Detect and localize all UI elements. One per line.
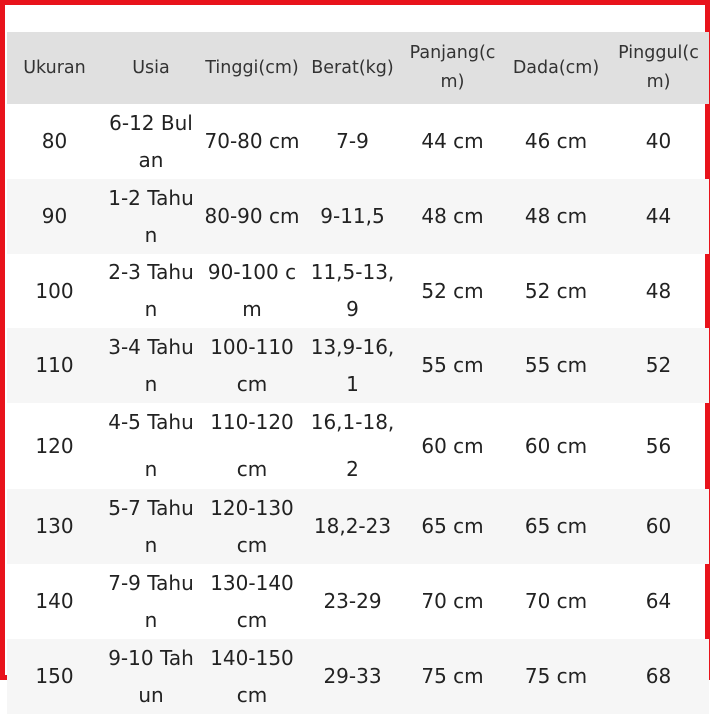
cell-length: 75 cm [421, 664, 484, 688]
table-row [7, 179, 709, 254]
cell-size: 140 [35, 589, 74, 613]
header-chest: Dada(cm) [512, 57, 600, 78]
cell-age: 6-12 Bul an [109, 110, 193, 172]
cell-chest: 65 cm [524, 514, 588, 538]
cell-height: 100-110 cm [210, 334, 294, 396]
cell-hip: 52 [645, 353, 672, 377]
cell-height: 70-80 cm [204, 129, 300, 153]
table-row [7, 489, 709, 564]
cell-length: 65 cm [421, 514, 484, 538]
table-body [7, 104, 709, 714]
cell-height: 80-90 cm [204, 204, 300, 228]
table-row [7, 104, 709, 179]
cell-age: 4-5 Tahu n [108, 410, 194, 481]
cell-age: 2-3 Tahu n [108, 260, 194, 321]
header-age: Usia [132, 57, 170, 78]
cell-size: 150 [35, 664, 74, 688]
cell-hip: 60 [645, 514, 672, 538]
cell-age: 5-7 Tahu n [108, 495, 194, 557]
cell-chest: 70 cm [524, 589, 588, 613]
cell-chest: 55 cm [524, 353, 588, 377]
cell-length: 70 cm [421, 589, 484, 613]
cell-chest: 48 cm [524, 204, 588, 228]
cell-age: 3-4 Tahu n [108, 334, 194, 396]
cell-weight: 23-29 [323, 589, 382, 613]
header-length: Panjang(c m) [409, 43, 496, 92]
cell-hip: 68 [645, 664, 672, 688]
cell-length: 44 cm [421, 129, 484, 153]
cell-height: 130-140 cm [210, 570, 294, 632]
cell-age: 7-9 Tahu n [108, 570, 194, 632]
cell-length: 52 cm [421, 278, 484, 303]
cell-weight: 7-9 [336, 129, 369, 153]
table-row [7, 403, 709, 489]
cell-weight: 9-11,5 [320, 204, 385, 228]
cell-height: 140-150 cm [210, 645, 294, 707]
cell-hip: 48 [645, 278, 672, 303]
size-chart-table [7, 32, 709, 714]
cell-size: 90 [41, 204, 68, 228]
cell-size: 120 [35, 433, 74, 458]
cell-weight: 18,2-23 [313, 514, 392, 538]
header-weight: Berat(kg) [311, 57, 394, 78]
header-row [7, 32, 709, 104]
cell-chest: 75 cm [524, 664, 588, 688]
cell-chest: 52 cm [524, 278, 588, 303]
table-row [7, 254, 709, 328]
header-height: Tinggi(cm) [205, 57, 299, 78]
header-hip: Pinggul(c m) [618, 43, 699, 92]
table-row [7, 639, 709, 714]
cell-hip: 40 [645, 129, 672, 153]
cell-size: 130 [35, 514, 74, 538]
cell-age: 1-2 Tahu n [108, 185, 194, 247]
cell-hip: 56 [645, 433, 672, 458]
cell-weight: 11,5-13, 9 [310, 260, 395, 321]
table-row [7, 564, 709, 639]
cell-weight: 16,1-18, 2 [310, 410, 395, 481]
cell-length: 48 cm [421, 204, 484, 228]
cell-length: 60 cm [421, 433, 484, 458]
header-size: Ukuran [23, 57, 86, 78]
cell-height: 120-130 cm [210, 495, 294, 557]
cell-height: 110-120 cm [210, 410, 294, 481]
cell-chest: 46 cm [524, 129, 588, 153]
cell-hip: 64 [645, 589, 672, 613]
cell-chest: 60 cm [524, 433, 588, 458]
cell-size: 100 [35, 278, 74, 303]
cell-weight: 29-33 [323, 664, 382, 688]
cell-size: 110 [35, 353, 74, 377]
cell-weight: 13,9-16, 1 [310, 334, 395, 396]
cell-hip: 44 [645, 204, 672, 228]
cell-age: 9-10 Tah un [108, 645, 194, 707]
table-row [7, 328, 709, 403]
cell-length: 55 cm [421, 353, 484, 377]
cell-size: 80 [41, 129, 68, 153]
cell-height: 90-100 c m [207, 260, 297, 321]
